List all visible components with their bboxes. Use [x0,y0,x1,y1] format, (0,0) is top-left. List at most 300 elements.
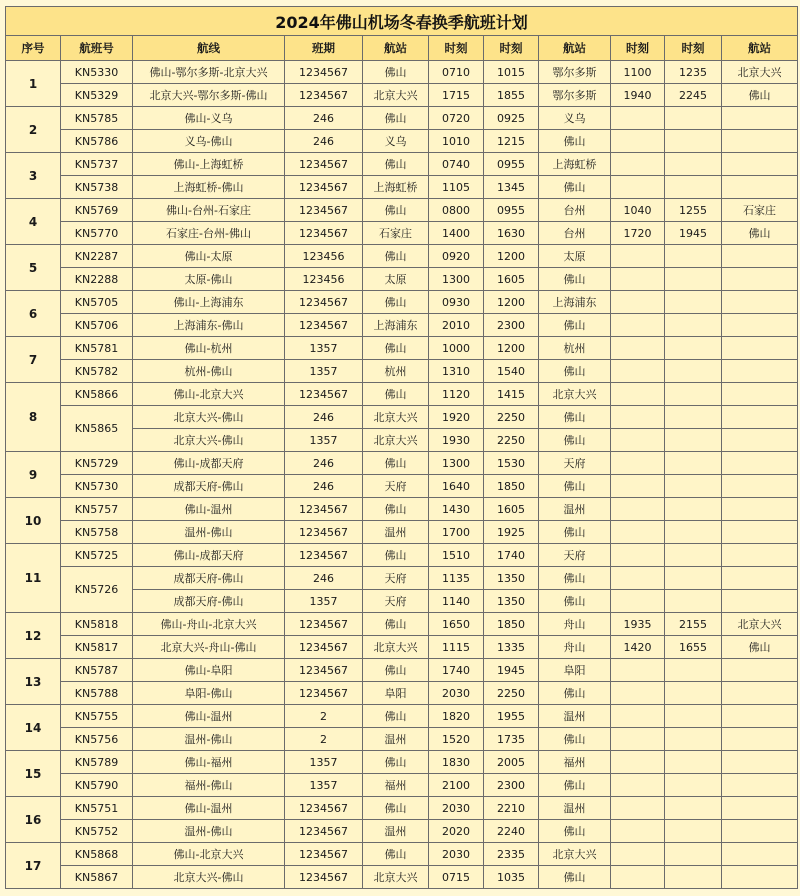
origin-station-cell: 杭州 [363,360,429,383]
leg2-depart-time-cell [611,820,665,843]
flight-number-cell: KN5867 [61,866,133,889]
depart-time-cell: 1300 [429,452,484,475]
final-station-cell [722,498,798,521]
depart-time-cell: 2030 [429,843,484,866]
mid-station-cell: 佛山 [539,521,611,544]
mid-station-cell: 佛山 [539,682,611,705]
table-row [6,521,798,544]
days-cell: 1234567 [285,176,363,199]
depart-time-cell: 1105 [429,176,484,199]
origin-station-cell: 上海浦东 [363,314,429,337]
final-station-cell [722,843,798,866]
leg2-depart-time-cell [611,360,665,383]
depart-time-cell: 1740 [429,659,484,682]
arrive-time-cell: 1015 [484,61,539,84]
leg2-depart-time-cell: 1720 [611,222,665,245]
days-cell: 1234567 [285,659,363,682]
leg2-depart-time-cell: 1420 [611,636,665,659]
leg2-depart-time-cell [611,797,665,820]
leg2-arrive-time-cell [665,544,722,567]
flight-number-cell: KN2287 [61,245,133,268]
flight-number-cell: KN5730 [61,475,133,498]
days-cell: 246 [285,567,363,590]
leg2-depart-time-cell [611,107,665,130]
origin-station-cell: 佛山 [363,544,429,567]
mid-station-cell: 温州 [539,797,611,820]
days-cell: 1234567 [285,153,363,176]
final-station-cell [722,153,798,176]
table-row [6,107,798,130]
days-cell: 1234567 [285,820,363,843]
final-station-cell [722,383,798,406]
days-cell: 123456 [285,268,363,291]
seq-cell: 12 [6,613,61,659]
origin-station-cell: 温州 [363,521,429,544]
depart-time-cell: 1920 [429,406,484,429]
leg2-depart-time-cell [611,245,665,268]
flight-number-cell: KN5726 [61,567,133,613]
origin-station-cell: 佛山 [363,291,429,314]
leg2-depart-time-cell [611,314,665,337]
leg2-depart-time-cell [611,406,665,429]
table-row [6,820,798,843]
route-cell: 佛山-温州 [133,797,285,820]
origin-station-cell: 北京大兴 [363,406,429,429]
arrive-time-cell: 1735 [484,728,539,751]
table-row [6,636,798,659]
mid-station-cell: 温州 [539,705,611,728]
flight-number-cell: KN5770 [61,222,133,245]
flight-number-cell: KN2288 [61,268,133,291]
header-flight-no: 航班号 [61,36,133,61]
flight-number-cell: KN5725 [61,544,133,567]
arrive-time-cell: 1955 [484,705,539,728]
mid-station-cell: 佛山 [539,429,611,452]
final-station-cell [722,337,798,360]
route-cell: 佛山-温州 [133,498,285,521]
table-row [6,774,798,797]
arrive-time-cell: 2240 [484,820,539,843]
leg2-depart-time-cell [611,291,665,314]
seq-cell: 3 [6,153,61,199]
origin-station-cell: 佛山 [363,659,429,682]
leg2-depart-time-cell [611,176,665,199]
origin-station-cell: 佛山 [363,613,429,636]
leg2-arrive-time-cell: 2245 [665,84,722,107]
route-cell: 上海浦东-佛山 [133,314,285,337]
arrive-time-cell: 1530 [484,452,539,475]
arrive-time-cell: 1850 [484,613,539,636]
header-station-1: 航站 [363,36,429,61]
route-cell: 福州-佛山 [133,774,285,797]
origin-station-cell: 北京大兴 [363,84,429,107]
days-cell: 1234567 [285,61,363,84]
table-row [6,498,798,521]
leg2-arrive-time-cell [665,153,722,176]
leg2-arrive-time-cell [665,337,722,360]
arrive-time-cell: 1350 [484,567,539,590]
flight-number-cell: KN5782 [61,360,133,383]
leg2-arrive-time-cell: 1235 [665,61,722,84]
route-cell: 成都天府-佛山 [133,590,285,613]
header-station-3: 航站 [722,36,798,61]
mid-station-cell: 佛山 [539,567,611,590]
mid-station-cell: 佛山 [539,475,611,498]
seq-cell: 13 [6,659,61,705]
origin-station-cell: 阜阳 [363,682,429,705]
leg2-arrive-time-cell [665,751,722,774]
days-cell: 246 [285,475,363,498]
route-cell: 佛山-上海虹桥 [133,153,285,176]
schedule-body [6,61,798,889]
seq-cell: 7 [6,337,61,383]
origin-station-cell: 佛山 [363,107,429,130]
route-cell: 佛山-上海浦东 [133,291,285,314]
days-cell: 246 [285,107,363,130]
final-station-cell: 佛山 [722,84,798,107]
depart-time-cell: 0710 [429,61,484,84]
arrive-time-cell: 1200 [484,245,539,268]
days-cell: 2 [285,728,363,751]
final-station-cell [722,268,798,291]
final-station-cell [722,590,798,613]
seq-cell: 2 [6,107,61,153]
leg2-depart-time-cell [611,429,665,452]
mid-station-cell: 佛山 [539,268,611,291]
final-station-cell [722,797,798,820]
origin-station-cell: 太原 [363,268,429,291]
flight-number-cell: KN5786 [61,130,133,153]
mid-station-cell: 佛山 [539,590,611,613]
table-row [6,406,798,429]
flight-number-cell: KN5738 [61,176,133,199]
mid-station-cell: 佛山 [539,176,611,199]
leg2-arrive-time-cell: 1655 [665,636,722,659]
route-cell: 温州-佛山 [133,521,285,544]
leg2-arrive-time-cell [665,774,722,797]
origin-station-cell: 温州 [363,820,429,843]
origin-station-cell: 上海虹桥 [363,176,429,199]
leg2-arrive-time-cell [665,820,722,843]
days-cell: 1234567 [285,521,363,544]
depart-time-cell: 2030 [429,682,484,705]
origin-station-cell: 佛山 [363,383,429,406]
leg2-arrive-time-cell [665,406,722,429]
leg2-depart-time-cell [611,567,665,590]
route-cell: 成都天府-佛山 [133,475,285,498]
route-cell: 义乌-佛山 [133,130,285,153]
route-cell: 上海虹桥-佛山 [133,176,285,199]
mid-station-cell: 舟山 [539,636,611,659]
leg2-arrive-time-cell: 1945 [665,222,722,245]
days-cell: 1234567 [285,613,363,636]
flight-number-cell: KN5785 [61,107,133,130]
depart-time-cell: 1010 [429,130,484,153]
final-station-cell [722,176,798,199]
mid-station-cell: 鄂尔多斯 [539,84,611,107]
header-time-2: 时刻 [484,36,539,61]
route-cell: 佛山-北京大兴 [133,843,285,866]
route-cell: 佛山-太原 [133,245,285,268]
header-time-4: 时刻 [665,36,722,61]
leg2-depart-time-cell [611,475,665,498]
flight-number-cell: KN5755 [61,705,133,728]
depart-time-cell: 1830 [429,751,484,774]
leg2-depart-time-cell [611,705,665,728]
days-cell: 1234567 [285,314,363,337]
depart-time-cell: 0800 [429,199,484,222]
seq-cell: 11 [6,544,61,613]
leg2-arrive-time-cell [665,590,722,613]
mid-station-cell: 佛山 [539,866,611,889]
arrive-time-cell: 1605 [484,268,539,291]
depart-time-cell: 1820 [429,705,484,728]
seq-cell: 4 [6,199,61,245]
leg2-arrive-time-cell [665,383,722,406]
depart-time-cell: 2100 [429,774,484,797]
final-station-cell [722,820,798,843]
seq-cell: 6 [6,291,61,337]
mid-station-cell: 杭州 [539,337,611,360]
days-cell: 1234567 [285,199,363,222]
flight-number-cell: KN5817 [61,636,133,659]
depart-time-cell: 1140 [429,590,484,613]
final-station-cell: 北京大兴 [722,613,798,636]
leg2-depart-time-cell [611,544,665,567]
final-station-cell [722,107,798,130]
depart-time-cell: 0920 [429,245,484,268]
leg2-arrive-time-cell [665,176,722,199]
arrive-time-cell: 0955 [484,153,539,176]
route-cell: 阜阳-佛山 [133,682,285,705]
origin-station-cell: 佛山 [363,153,429,176]
header-seq: 序号 [6,36,61,61]
leg2-arrive-time-cell [665,291,722,314]
final-station-cell [722,475,798,498]
origin-station-cell: 佛山 [363,797,429,820]
final-station-cell [722,751,798,774]
arrive-time-cell: 2335 [484,843,539,866]
mid-station-cell: 义乌 [539,107,611,130]
depart-time-cell: 1400 [429,222,484,245]
leg2-depart-time-cell [611,866,665,889]
seq-cell: 15 [6,751,61,797]
flight-schedule-table [5,6,798,889]
leg2-arrive-time-cell [665,245,722,268]
table-row [6,452,798,475]
table-row [6,337,798,360]
mid-station-cell: 上海浦东 [539,291,611,314]
origin-station-cell: 佛山 [363,751,429,774]
leg2-arrive-time-cell [665,521,722,544]
days-cell: 1357 [285,774,363,797]
flight-number-cell: KN5818 [61,613,133,636]
leg2-arrive-time-cell [665,452,722,475]
depart-time-cell: 1640 [429,475,484,498]
flight-number-cell: KN5729 [61,452,133,475]
mid-station-cell: 北京大兴 [539,383,611,406]
arrive-time-cell: 1415 [484,383,539,406]
final-station-cell: 佛山 [722,222,798,245]
final-station-cell [722,728,798,751]
leg2-depart-time-cell [611,130,665,153]
table-row [6,544,798,567]
leg2-depart-time-cell: 1040 [611,199,665,222]
origin-station-cell: 义乌 [363,130,429,153]
origin-station-cell: 佛山 [363,61,429,84]
table-row [6,153,798,176]
table-row [6,682,798,705]
leg2-depart-time-cell: 1935 [611,613,665,636]
flight-number-cell: KN5751 [61,797,133,820]
final-station-cell [722,360,798,383]
final-station-cell [722,567,798,590]
depart-time-cell: 0740 [429,153,484,176]
leg2-depart-time-cell [611,751,665,774]
origin-station-cell: 佛山 [363,843,429,866]
final-station-cell: 北京大兴 [722,61,798,84]
days-cell: 1234567 [285,682,363,705]
mid-station-cell: 佛山 [539,820,611,843]
arrive-time-cell: 1200 [484,337,539,360]
days-cell: 1357 [285,360,363,383]
depart-time-cell: 0715 [429,866,484,889]
days-cell: 1357 [285,337,363,360]
seq-cell: 17 [6,843,61,889]
mid-station-cell: 温州 [539,498,611,521]
final-station-cell [722,521,798,544]
flight-number-cell: KN5752 [61,820,133,843]
leg2-arrive-time-cell: 2155 [665,613,722,636]
leg2-arrive-time-cell [665,797,722,820]
mid-station-cell: 佛山 [539,728,611,751]
days-cell: 1234567 [285,544,363,567]
route-cell: 佛山-阜阳 [133,659,285,682]
flight-number-cell: KN5737 [61,153,133,176]
days-cell: 246 [285,130,363,153]
final-station-cell: 石家庄 [722,199,798,222]
flight-number-cell: KN5781 [61,337,133,360]
leg2-arrive-time-cell: 1255 [665,199,722,222]
arrive-time-cell: 2300 [484,774,539,797]
leg2-depart-time-cell [611,452,665,475]
route-cell: 成都天府-佛山 [133,567,285,590]
leg2-depart-time-cell [611,337,665,360]
header-time-1: 时刻 [429,36,484,61]
final-station-cell [722,314,798,337]
table-row [6,199,798,222]
flight-number-cell: KN5788 [61,682,133,705]
seq-cell: 5 [6,245,61,291]
leg2-depart-time-cell [611,728,665,751]
final-station-cell [722,245,798,268]
leg2-arrive-time-cell [665,268,722,291]
route-cell: 佛山-成都天府 [133,452,285,475]
route-cell: 北京大兴-舟山-佛山 [133,636,285,659]
arrive-time-cell: 1350 [484,590,539,613]
header-days: 班期 [285,36,363,61]
depart-time-cell: 1715 [429,84,484,107]
flight-number-cell: KN5769 [61,199,133,222]
leg2-depart-time-cell [611,153,665,176]
mid-station-cell: 鄂尔多斯 [539,61,611,84]
depart-time-cell: 1000 [429,337,484,360]
route-cell: 佛山-杭州 [133,337,285,360]
route-cell: 温州-佛山 [133,820,285,843]
table-row [6,314,798,337]
mid-station-cell: 北京大兴 [539,843,611,866]
table-row [6,475,798,498]
flight-number-cell: KN5758 [61,521,133,544]
leg2-arrive-time-cell [665,843,722,866]
header-time-3: 时刻 [611,36,665,61]
mid-station-cell: 福州 [539,751,611,774]
final-station-cell [722,544,798,567]
table-row [6,222,798,245]
mid-station-cell: 佛山 [539,314,611,337]
final-station-cell [722,429,798,452]
leg2-arrive-time-cell [665,659,722,682]
flight-number-cell: KN5868 [61,843,133,866]
leg2-arrive-time-cell [665,498,722,521]
table-row [6,843,798,866]
header-station-2: 航站 [539,36,611,61]
arrive-time-cell: 0955 [484,199,539,222]
route-cell: 北京大兴-鄂尔多斯-佛山 [133,84,285,107]
table-row [6,705,798,728]
depart-time-cell: 2020 [429,820,484,843]
route-cell: 北京大兴-佛山 [133,429,285,452]
leg2-depart-time-cell [611,268,665,291]
flight-number-cell: KN5790 [61,774,133,797]
depart-time-cell: 1120 [429,383,484,406]
flight-number-cell: KN5787 [61,659,133,682]
mid-station-cell: 上海虹桥 [539,153,611,176]
flight-number-cell: KN5757 [61,498,133,521]
arrive-time-cell: 1925 [484,521,539,544]
origin-station-cell: 北京大兴 [363,429,429,452]
days-cell: 246 [285,406,363,429]
depart-time-cell: 1115 [429,636,484,659]
mid-station-cell: 佛山 [539,774,611,797]
mid-station-cell: 太原 [539,245,611,268]
leg2-arrive-time-cell [665,705,722,728]
leg2-depart-time-cell [611,498,665,521]
origin-station-cell: 石家庄 [363,222,429,245]
leg2-arrive-time-cell [665,429,722,452]
table-row [6,360,798,383]
arrive-time-cell: 2210 [484,797,539,820]
table-row [6,567,798,590]
route-cell: 北京大兴-佛山 [133,866,285,889]
leg2-arrive-time-cell [665,866,722,889]
flight-number-cell: KN5329 [61,84,133,107]
final-station-cell [722,406,798,429]
table-row [6,797,798,820]
days-cell: 1234567 [285,291,363,314]
leg2-arrive-time-cell [665,728,722,751]
table-row [6,268,798,291]
route-cell: 佛山-北京大兴 [133,383,285,406]
days-cell: 1234567 [285,383,363,406]
days-cell: 2 [285,705,363,728]
arrive-time-cell: 2005 [484,751,539,774]
arrive-time-cell: 1630 [484,222,539,245]
seq-cell: 9 [6,452,61,498]
route-cell: 佛山-舟山-北京大兴 [133,613,285,636]
final-station-cell [722,866,798,889]
flight-number-cell: KN5705 [61,291,133,314]
